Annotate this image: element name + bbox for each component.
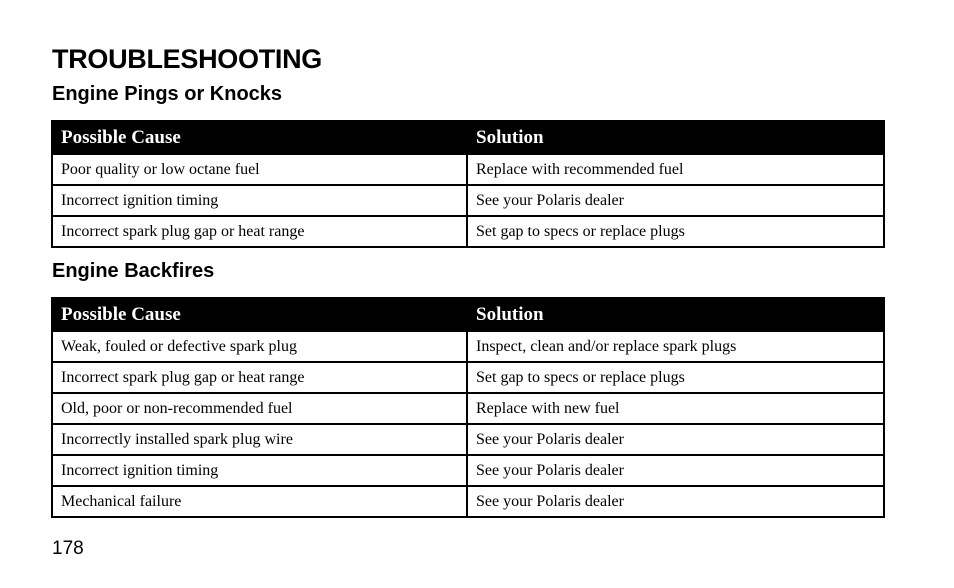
solution-cell: Inspect, clean and/or replace spark plugs xyxy=(467,331,884,362)
cause-cell: Old, poor or non-recommended fuel xyxy=(52,393,467,424)
table-row xyxy=(52,393,884,424)
section-title-engine-backfires: Engine Backfires xyxy=(52,260,215,282)
cause-cell: Poor quality or low octane fuel xyxy=(52,154,467,185)
column-header-solution: Solution xyxy=(467,121,884,154)
cause-cell: Incorrect spark plug gap or heat range xyxy=(52,362,467,393)
page-title: TROUBLESHOOTING xyxy=(52,44,322,74)
table-row xyxy=(52,455,884,486)
page-number: 178 xyxy=(52,538,84,559)
solution-cell: See your Polaris dealer xyxy=(467,486,884,517)
section-title-engine-pings: Engine Pings or Knocks xyxy=(52,83,283,105)
solution-cell: Set gap to specs or replace plugs xyxy=(467,216,884,247)
solution-cell: Set gap to specs or replace plugs xyxy=(467,362,884,393)
table-row xyxy=(52,424,884,455)
column-header-possible-cause: Possible Cause xyxy=(52,298,467,331)
cause-cell: Incorrectly installed spark plug wire xyxy=(52,424,467,455)
table-row xyxy=(52,216,884,247)
table-row xyxy=(52,185,884,216)
solution-cell: See your Polaris dealer xyxy=(467,185,884,216)
table-row xyxy=(52,154,884,185)
table-header-row xyxy=(52,298,884,331)
engine-pings-table xyxy=(51,120,885,248)
table-row xyxy=(52,331,884,362)
column-header-possible-cause: Possible Cause xyxy=(52,121,467,154)
solution-cell: Replace with new fuel xyxy=(467,393,884,424)
cause-cell: Mechanical failure xyxy=(52,486,467,517)
solution-cell: See your Polaris dealer xyxy=(467,424,884,455)
cause-cell: Incorrect ignition timing xyxy=(52,185,467,216)
solution-cell: Replace with recommended fuel xyxy=(467,154,884,185)
cause-cell: Incorrect spark plug gap or heat range xyxy=(52,216,467,247)
table-header-row xyxy=(52,121,884,154)
engine-backfires-table xyxy=(51,297,885,518)
cause-cell: Incorrect ignition timing xyxy=(52,455,467,486)
table-row xyxy=(52,362,884,393)
table-row xyxy=(52,486,884,517)
solution-cell: See your Polaris dealer xyxy=(467,455,884,486)
cause-cell: Weak, fouled or defective spark plug xyxy=(52,331,467,362)
column-header-solution: Solution xyxy=(467,298,884,331)
